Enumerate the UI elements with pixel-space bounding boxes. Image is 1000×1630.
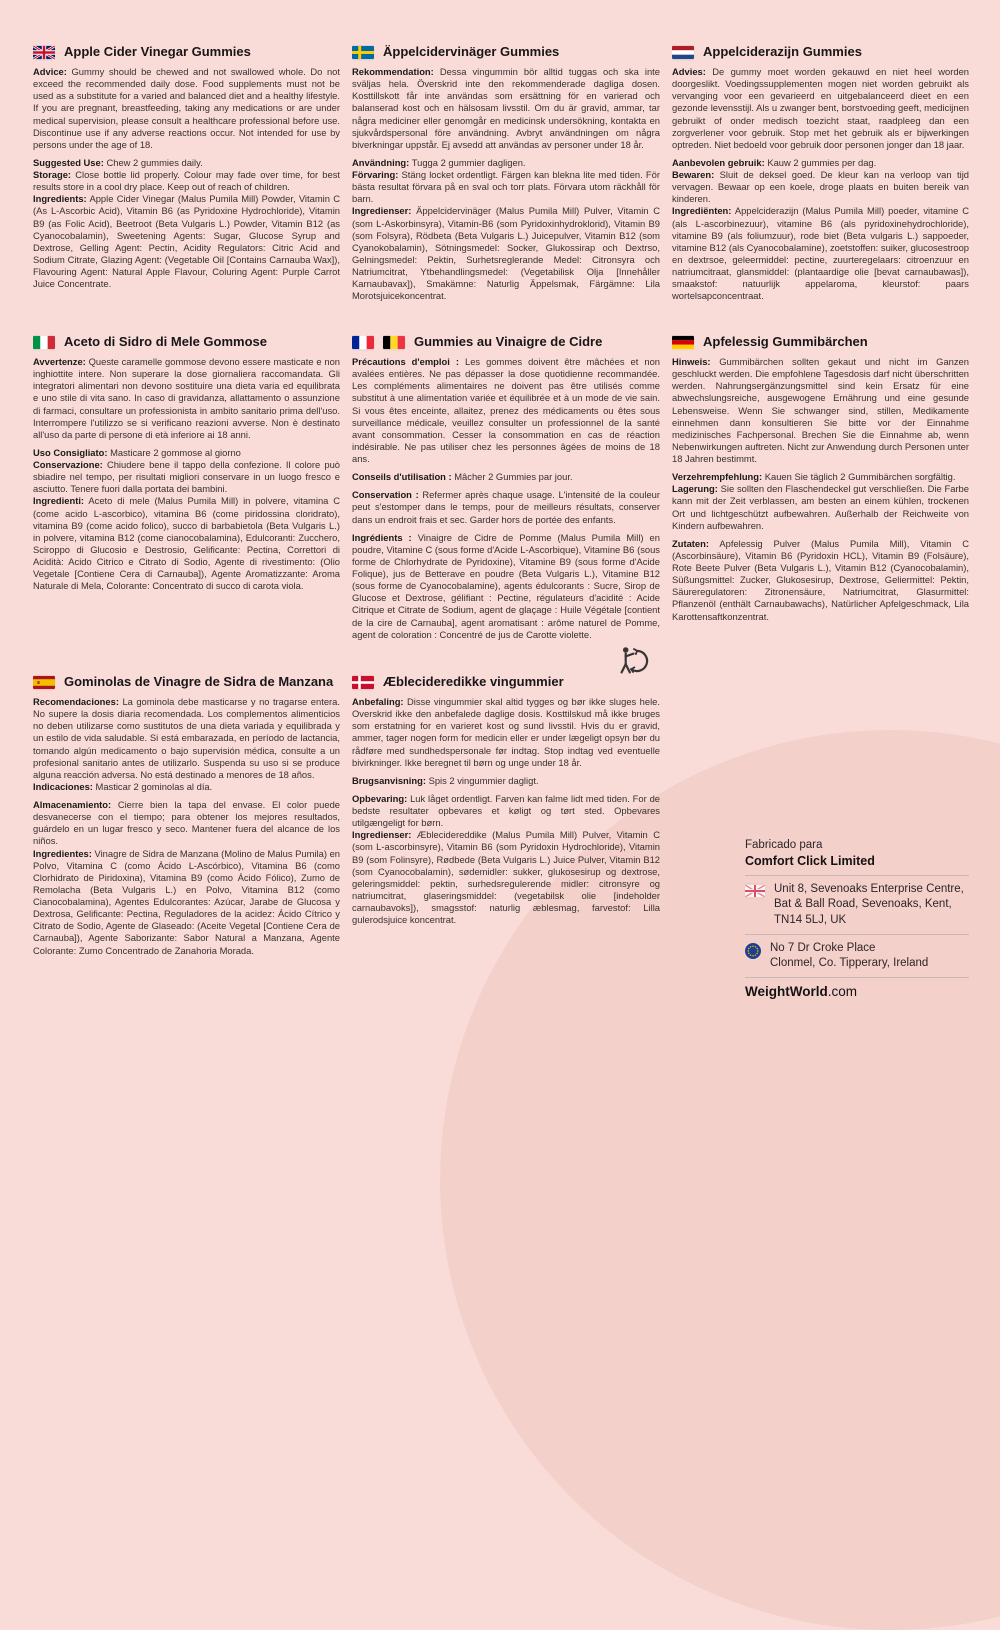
- section-french: [352, 335, 660, 675]
- ingredients-paragraph: Ingredienser: Æblecidereddike (Malus Pumila Mill) Pulver, Vitamin C (som L-ascorbinsyre), Vitamin B6 (som Pyridoxin Hydrochloride), Vitamin B9 (som Folinsyre), Rødbede (Beta Vulgaris L.) Juice Pulver, Vitamin B12 (som Cyanocobalamin), sødemidler: sukker, glukosesirup og dextrose, geleringsmiddel: pektin, surhedsregulerende midler: citronsyre og natriumcitrat, glaseringsmiddel: (vegetabilsk olie [indeholder carnaubavoks]), smagsstof: naturlig æblesmag, farvestof: Lilla gulerodsjuice koncentrat.: [352, 829, 660, 926]
- suggested-use-paragraph: Conseils d'utilisation : Mâcher 2 Gummies par jour.: [352, 471, 573, 483]
- section-dutch: [672, 45, 969, 335]
- advice-paragraph: Avvertenze: Queste caramelle gommose devono essere masticate e non inghiottite intere. Non superare la dose giornaliera raccomandata. Gli integratori alimentari non devono sostituire una dieta varia ed equilibrata e uno stile di vita sano. In caso di gravidanza, allattamento o assunzione di farmaci, consultare un professionista in ambito sanitario prima dell'uso. Interrompere l'utilizzo se si verificano reazioni avverse. Non è destinato all'uso da parte di persone di età inferiore ai 18 anni.: [33, 356, 340, 440]
- uk-address-row: [745, 882, 969, 928]
- italy-flag-icon: [33, 335, 55, 350]
- advice-paragraph: Advies: De gummy moet worden gekauwd en niet heel worden doorgeslikt. Voedingssupplementen mogen niet worden gebruikt als vervanging voor een gevarieerd en uitgebalanceerd dieet en een gezonde levensstijl. Als u zwanger bent, borstvoeding geeft, medicijnen gebruikt of onder medisch toezicht staat, raadpleeg dan een zorgverlener voor gebruik. Stop met het gebruik als er bijwerkingen optreden. Niet bedoeld voor gebruik door personen jonger dan 18 jaar.: [672, 66, 969, 150]
- eu-flag-icon: [745, 943, 761, 959]
- belgium-flag-icon: [383, 335, 405, 350]
- ingredients-paragraph: Ingredienti: Aceto di mele (Malus Pumila Mill) in polvere, vitamina C (come acido L-ascorbico), vitamina B6 (come piridossina cloridrato), vitamina B9 (come acido folico), succo di barbabietola (Beta Vulgaris L.) in polvere, vitamina B12 (come cianocobalamina), Edulcoranti: Zucchero, Sciroppo di Glucosio e Destrosio, Gelificante: Pectina, Correttori di Acidità: Acido Citrico e Citrato di Sodio, Agente di rivestimento: (Olio Vegetale [Contiene Cera di Carnauba]), Agente Aromatizzante: Aroma Naturale di Mela, Colorante: Concentrato di succo di carota viola.: [33, 495, 340, 592]
- brand-name: WeightWorld: [745, 984, 828, 1000]
- brand-website: [745, 984, 969, 999]
- manufacturer-block: [672, 675, 969, 999]
- section-title: Aceto di Sidro di Mele Gommose: [64, 335, 267, 350]
- advice-paragraph: Rekommendation: Dessa vingummin bör alltid tuggas och ska inte sväljas hela. Överskrid inte den rekommenderade dagliga dosen. Kosttillskott får inte användas som ersättning för en varierad och balanserad kost och en hälsosam livsstil. Om du är gravid, ammar, tar några mediciner eller genomgår en medicinsk undersökning, kontakta en sjukvårdspersonal före användning. Avbryt användningen om några biverkningar uppstår. Ej avsedd att användas av personer under 18 år.: [352, 66, 660, 150]
- ireland-address-row: [745, 941, 969, 971]
- divider: [745, 977, 969, 978]
- section-swedish-header: [352, 45, 660, 60]
- triman-row: [352, 644, 660, 675]
- brand-suffix: .com: [827, 984, 858, 1000]
- storage-paragraph: Förvaring: Stäng locket ordentligt. Färgen kan blekna lite med tiden. För bästa resultat förvara på en sval och torr plats. Förvara utom räckhåll för barn.: [352, 169, 660, 205]
- suggested-use-paragraph: Uso Consigliato: Masticare 2 gommose al giorno: [33, 446, 241, 458]
- uk-flag-icon: [33, 45, 55, 60]
- denmark-flag-icon: [352, 675, 374, 690]
- section-title: Apfelessig Gummibärchen: [703, 335, 868, 350]
- suggested-use-paragraph: Verzehrempfehlung: Kauen Sie täglich 2 Gummibärchen sorgfältig.: [672, 471, 956, 483]
- section-title: Gummies au Vinaigre de Cidre: [414, 335, 603, 350]
- company-name: Comfort Click Limited: [745, 853, 875, 868]
- ingredients-paragraph: Ingrediënten: Appelciderazijn (Malus Pumila Mill) poeder, vitamine C (als L-ascorbinezuur), vitamine B6 (als pyridoxinehydrochloride), vitamine B9 (als foliumzuur), rode biet (Beta vulgaris L.) sappoeder, vitamine B12 (als Cyanocobalamine), zoetstoffen: suiker, glucosestroop en dextrsoe, geleermiddel: pectine, zuurteregelaars: citroenzuur en natriumcitraat, glansmiddel: (plantaardige olie [bevat carnaubawas]), smaakstof: natuurlijk appelaroma, kleurstof: paars wortelsapconcentraat.: [672, 205, 969, 302]
- storage-paragraph: Conservation : Refermer après chaque usage. L'intensité de la couleur peut s'estomper dans le temps, pour de meilleurs résultats, conserver dans un endroit frais et sec. Garder hors de portée des enfants.: [352, 489, 660, 525]
- storage-paragraph: Storage: Close bottle lid properly. Colour may fade over time, for best results store in a cool dry place. Keep out of reach of children.: [33, 169, 340, 193]
- advice-paragraph: Recomendaciones: La gominola debe masticarse y no tragarse entera. No supere la dosis diaria recomendada. Los complementos alimenticios no deben utilizarse como sustitutos de una dieta variada y equilibrada y un estilo de vida saludable. Si está embarazada, en período de lactancia, tomando algún medicamento o bajo supervisión médica, consulte a un profesional sanitario antes de utilizarlo. Suspenda su uso si se produce alguna reacción adversa. No está destinado a menores de 18 años.: [33, 696, 340, 780]
- germany-flag-icon: [672, 335, 694, 350]
- triman-recycling-icon: [617, 644, 650, 675]
- section-french-header: [352, 335, 660, 350]
- section-italian: [33, 335, 340, 675]
- advice-paragraph: Précautions d'emploi : Les gommes doivent être mâchées et non avalées entières. Ne pas dépasser la dose quotidienne recommandée. Les compléments alimentaires ne doivent pas être utilisés comme substitut à une alimentation variée et équilibrée et à un mode de vie sain. Si vous êtes enceinte, allaitez, prenez des médicaments ou êtes sous surveillance médicale, veuillez consulter un professionnel de la santé avant consommation. Cesser la consommation en cas de réaction indésirable. Ne pas utiliser chez les personnes âgées de moins de 18 ans.: [352, 356, 660, 464]
- sweden-flag-icon: [352, 45, 374, 60]
- suggested-use-paragraph: Brugsanvisning: Spis 2 vingummier dagligt.: [352, 774, 539, 786]
- suggested-use-paragraph: Indicaciones: Masticar 2 gominolas al día.: [33, 780, 213, 792]
- section-danish-header: [352, 675, 660, 690]
- storage-paragraph: Lagerung: Sie sollten den Flaschendeckel gut verschließen. Die Farbe kann mit der Zeit verblassen, am besten an einem kühlen, trockenen Ort und lichtgeschützt aufbewahren. Außerhalb der Reichweite von Kindern aufbewahren.: [672, 483, 969, 531]
- section-english: [33, 45, 340, 335]
- section-danish: [352, 675, 660, 999]
- ingredients-paragraph: Ingredienser: Äppelcidervinäger (Malus Pumila Mill) Pulver, Vitamin C (som L-Askorbinsyra), Vitamin-B6 (som Pyridoxinhydroklorid), Vitamin B9 (som Folsyra), Rödbeta (Beta Vulgaris L.) Juicepulver, Vitamin B12 (som Cyanokobalamin), Sötningsmedel: Socker, Glukossirap och Dextrso, Gelningsmedel: Pektin, Surhetsreglerande Medel: Citronsyra och Natriumcitrat, Ytbehandlingsmedel: (Vegetabilisk Olja [Innehåller Karnaubavax]), Smakämne: Naturlig Äppelsmak, Färgämne: Lila Morotsjuicekoncentrat.: [352, 205, 660, 302]
- ireland-address: [770, 941, 928, 971]
- storage-paragraph: Conservazione: Chiudere bene il tappo della confezione. Il colore può sbiadire nel tempo, per risultati migliori conservare in un luogo fresco e asciutto. Tenere fuori dalla portata dei bambini.: [33, 459, 340, 495]
- section-dutch-header: [672, 45, 969, 60]
- section-title: Gominolas de Vinagre de Sidra de Manzana: [64, 675, 334, 690]
- france-flag-icon: [352, 335, 374, 350]
- ingredients-paragraph: Ingredientes: Vinagre de Sidra de Manzana (Molino de Malus Pumila) en Polvo, Vitamina C (como Ácido L-Ascórbico), Vitamina B6 (como Clorhidrato de Piridoxina), Vitamina B9 (como Ácido Fólico), Zumo de Remolacha (Beta Vulgaris L.) en Polvo, Vitamina B12 (como Cianocobalamina), Agentes Edulcorantes: Azúcar, Jarabe de Glucosa y Dextrosa, Gelificante: Pectina, Reguladores de la acidez: Ácido Cítrico y Citrato de Sodio, Agente de Glaseado: (Aceite Vegetal [Contiene Cera de Carnauba]), Agente Saborizante: Sabor Natural a Manzana, Agente Colorante: Zumo Concentrado de Zanahoria Morada.: [33, 847, 340, 956]
- uk-address: [774, 882, 964, 928]
- suggested-use-paragraph: Aanbevolen gebruik: Kauw 2 gummies per dag.: [672, 156, 877, 168]
- divider: [745, 934, 969, 935]
- spain-flag-icon: [33, 675, 55, 690]
- uk-address-line: Unit 8, Sevenoaks Enterprise Centre,: [774, 883, 964, 896]
- ingredients-paragraph: Ingrédients : Vinaigre de Cidre de Pomme (Malus Pumila Mill) en poudre, Vitamine C (sous forme d'Acide L-Ascorbique), Vitamine B6 (sous forme de Chlorhydrate de Pyridoxine), Vitamine B9 (sous forme d'Acide Folique), jus de Betterave en poudre (Beta Vulgaris L.), Vitamine B12 (sous forme de Cyanocobalamine), agents édulcorants : Sucre, Sirop de Glucose et Dextrose, gélifiant : Pectine, régulateurs d'acidité : Acide Citrique et Citrate de Sodium, agent de glaçage : Huile Végétale [contient de la cire de Carnauba], agent aromatisant : arôme naturel de Pomme, agent de coloration : Concentré de jus de Carotte violette.: [352, 531, 660, 640]
- divider: [745, 875, 969, 876]
- uk-flag-outline-icon: [745, 884, 765, 898]
- made-for-label: Fabricado para: [745, 839, 823, 851]
- section-title: Äppelcidervinäger Gummies: [383, 45, 560, 60]
- ingredients-paragraph: Ingredients: Apple Cider Vinegar (Malus Pumila Mill) Powder, Vitamin C (As L-Ascorbic Acid), Vitamin B6 (as Pyridoxine Hydrochloride), Vitamin B9 (as Folic Acid), Beetroot (Beta Vulgaris L.) Powder, Vitamin B12 (as Cyanocobalamin), Sweetening Agents: Sugar, Glucose Syrup and Dextrose, Gelling Agent: Pectin, Acidity Regulators: Citric Acid and Sodium Citrate, Glazing Agent: (Vegetable Oil [Contains Carnauba Wax]), Flavouring Agent: Natural Apple Flavour, Coluring Agent: Purple Carrot Juice Concentrate.: [33, 193, 340, 290]
- ingredients-paragraph: Zutaten: Apfelessig Pulver (Malus Pumila Mill), Vitamin C (Ascorbinsäure), Vitamin B6 (Pyridoxin HCL), Vitamin B9 (Folsäure), Rote Beete Pulver (Beta Vulgaris L.), Vitamin B12 (Cyanocobalamin), Süßungsmittel: Zucker, Glukosesirup, Dextrose, Geliermittel: Pektin, Säureregulatoren: Zitronensäure, Natriumcitrat, Glasurmittel: Pflanzenöl (enthält Carnaubawachs), Natürlicher Apfelgeschmack, Lila Karottensaftkonzentrat.: [672, 537, 969, 622]
- section-spanish-header: [33, 675, 340, 690]
- advice-paragraph: Hinweis: Gummibärchen sollten gekaut und nicht im Ganzen geschluckt werden. Die empfohlene Tagesdosis darf nicht überschritten werden. Nahrungsergänzungsmittel sind kein Ersatz für eine abwechslungsreiche, ausgewogene Ernährung und eine gesunde Lebensweise. Wenn Sie schwanger sind, stillen, Medikamente einnehmen dann konsultieren Sie bitte vor der Einnahme medizinisches Fachpersonal. Brechen Sie die Einnahme ab, wenn Nebenwirkungen auftreten. Nicht zur Anwendung durch Personen unter 18 Jahren bestimmt.: [672, 356, 969, 464]
- suggested-use-paragraph: Användning: Tugga 2 gummier dagligen.: [352, 156, 526, 168]
- ireland-address-line: No 7 Dr Croke Place: [770, 941, 876, 954]
- suggested-use-paragraph: Suggested Use: Chew 2 gummies daily.: [33, 156, 203, 168]
- netherlands-flag-icon: [672, 45, 694, 60]
- section-german-header: [672, 335, 969, 350]
- uk-address-line: TN14 5LJ, UK: [774, 913, 847, 926]
- section-spanish: [33, 675, 340, 999]
- advice-paragraph: Anbefaling: Disse vingummier skal altid tygges og bør ikke sluges hele. Overskrid ikke den anbefalede daglige dosis. Kosttilskud må ikke bruges som erstatning for en varieret kost og sund livsstil. Hvis du er gravid, ammer, tager nogen form for medicin eller er under lægeligt opsyn bør du rådføre med sundhedspersonale før indtag. Stop indtag ved eventuelle bivirkninger. Ikke beregnet til børn og unge under 18 år.: [352, 696, 660, 768]
- section-title: Æblecideredikke vingummier: [383, 675, 564, 690]
- advice-paragraph: Advice: Gummy should be chewed and not swallowed whole. Do not exceed the recommended daily dose. Food supplements must not be used as a substitute for a varied and balanced diet and a healthy lifestyle. If you are pregnant, breastfeeding, taking any medications or are under medical supervision, please consult a healthcare professional before use. Discontinue use if any adverse reactions occur. Not intended for use by persons under the age of 18.: [33, 66, 340, 150]
- section-german: [672, 335, 969, 675]
- storage-paragraph: Bewaren: Sluit de deksel goed. De kleur kan na verloop van tijd vervagen. Bewaar op een koele, droge plaats en buiten bereik van kinderen.: [672, 169, 969, 205]
- ireland-address-line: Clonmel, Co. Tipperary, Ireland: [770, 956, 929, 969]
- section-swedish: [352, 45, 660, 335]
- storage-paragraph: Almacenamiento: Cierre bien la tapa del envase. El color puede desvanecerse con el tiempo; para obtener los mejores resultados, guárdelo en un lugar fresco y seco. Mantener fuera del alcance de los niños.: [33, 799, 340, 847]
- section-title: Appelciderazijn Gummies: [703, 45, 862, 60]
- section-italian-header: [33, 335, 340, 350]
- storage-paragraph: Opbevaring: Luk låget ordentligt. Farven kan falme lidt med tiden. For de bedste resultater opbevares et køligt og tørt sted. Opbevares utilgængeligt for børn.: [352, 792, 660, 829]
- section-english-header: [33, 45, 340, 60]
- uk-address-line: Bat & Ball Road, Sevenoaks, Kent,: [774, 898, 952, 911]
- section-title: Apple Cider Vinegar Gummies: [64, 45, 251, 60]
